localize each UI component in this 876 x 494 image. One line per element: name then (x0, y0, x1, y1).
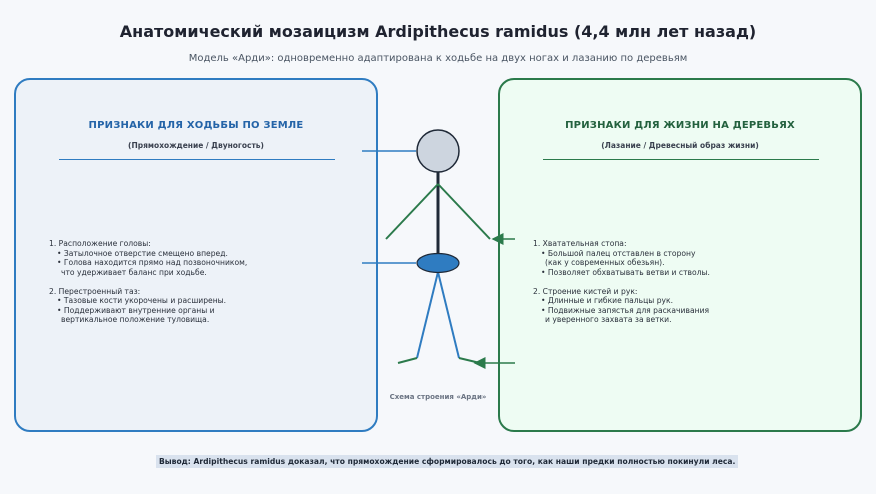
pelvis (417, 254, 459, 273)
trait-heading: 2. Строение кистей и рук: (533, 286, 638, 296)
right-leg (438, 272, 459, 358)
trait-bullet-cont: (как у современных обезьян). (545, 258, 665, 267)
trait-heading: 1. Расположение головы: (49, 239, 151, 248)
head (417, 130, 459, 172)
diagram-caption: Схема строения «Арди» (389, 393, 487, 401)
trait-bullet: • Затылочное отверстие смещено вперед. (57, 248, 228, 258)
trait-heading: 1. Хватательная стопа: (533, 239, 627, 248)
walking-panel-subtitle: (Прямохождение / Двуногость) (128, 141, 264, 150)
left-leg (417, 272, 438, 358)
conclusion-note: Вывод: Ardipithecus ramidus доказал, что прямохождение сформировалось до того, как наши предки полностью покинули леса. (156, 455, 738, 468)
right-foot (459, 358, 480, 363)
trait-bullet: • Подвижные запястья для раскачивания (541, 305, 710, 315)
trait-heading: 2. Перестроенный таз: (49, 286, 141, 296)
page-title: Анатомический мозаицизм Ardipithecus ramidus (4,4 млн лет назад) (119, 22, 757, 41)
trait-bullet: • Голова находится прямо над позвоночником, (57, 258, 248, 267)
walking-panel-title: ПРИЗНАКИ ДЛЯ ХОДЬБЫ ПО ЗЕМЛЕ (88, 120, 304, 131)
trait-bullet-cont: вертикальное положение туловища. (61, 315, 210, 324)
trait-bullet-cont: что удерживает баланс при ходьбе. (61, 267, 207, 277)
left-arm (386, 184, 438, 239)
page-subtitle: Модель «Арди»: одновременно адаптирована к ходьбе на двух ногах и лазанию по деревьям (188, 53, 688, 64)
trait-bullet: • Позволяет обхватывать ветви и стволы. (541, 267, 710, 277)
trait-bullet: • Поддерживают внутренние органы и (57, 305, 215, 315)
climbing-panel-subtitle: (Лазание / Древесный образ жизни) (601, 141, 759, 150)
trait-bullet: • Большой палец отставлен в сторону (541, 248, 696, 258)
right-arm (438, 184, 490, 239)
climbing-panel-title: ПРИЗНАКИ ДЛЯ ЖИЗНИ НА ДЕРЕВЬЯХ (565, 120, 795, 131)
left-foot (398, 358, 417, 363)
trait-bullet: • Тазовые кости укорочены и расширены. (57, 296, 227, 305)
trait-bullet-cont: и уверенного захвата за ветки. (545, 315, 672, 324)
trait-bullet: • Длинные и гибкие пальцы рук. (541, 296, 674, 305)
